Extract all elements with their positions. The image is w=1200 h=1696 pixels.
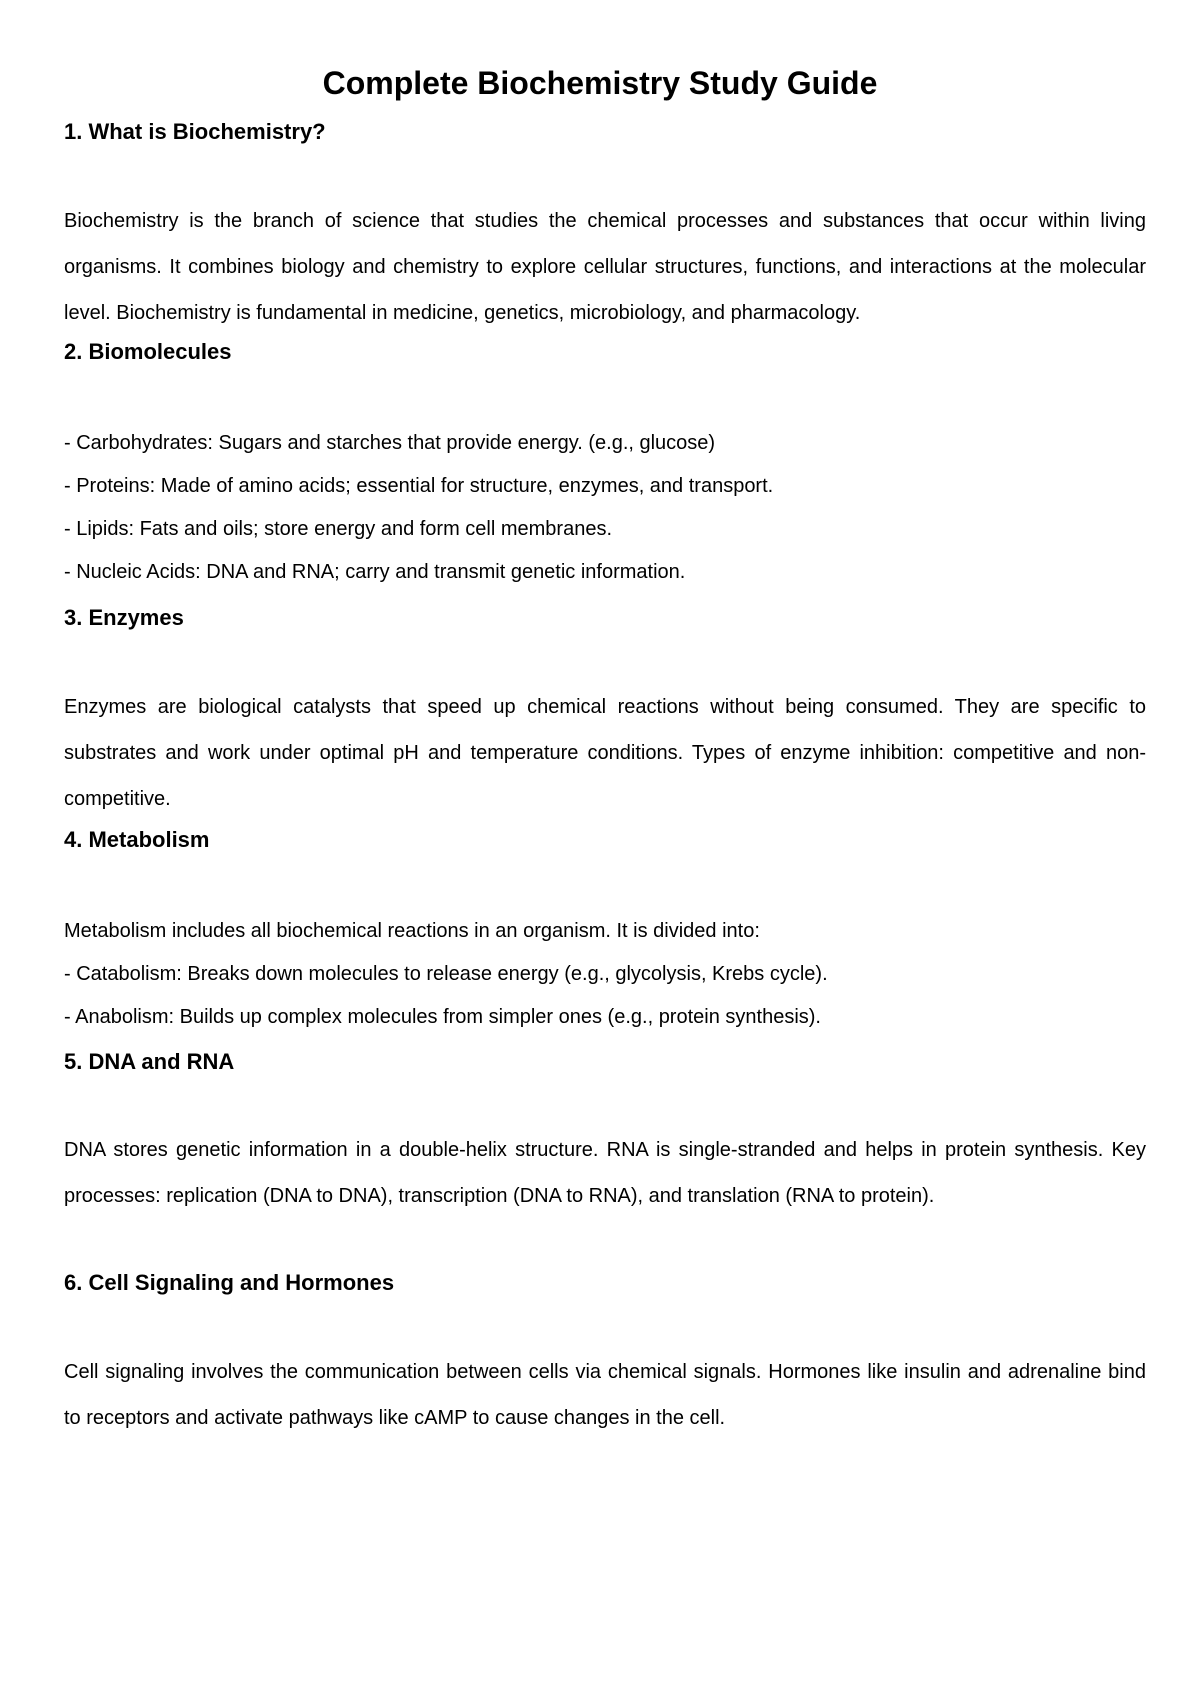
list-item-carbohydrates: - Carbohydrates: Sugars and starches that provide energy. (e.g., glucose) — [64, 432, 716, 454]
section-paragraph-cell-signaling: Cell signaling involves the communication between cells via chemical signals. Hormones like insulin and adrenaline bind to receptors and activate pathways like cAMP to cause changes in the cell. — [64, 1361, 1146, 1429]
list-item-lipids: - Lipids: Fats and oils; store energy and form cell membranes. — [64, 518, 613, 540]
section-heading-enzymes: 3. Enzymes — [64, 605, 184, 630]
section-heading-dna-and-rna: 5. DNA and RNA — [64, 1049, 235, 1074]
section-paragraph-what-is-biochemistry: Biochemistry is the branch of science that studies the chemical processes and substances that occur within living organisms. It combines biology and chemistry to explore cellular structures, functions, and interactions at the molecular level. Biochemistry is fundamental in medicine, genetics, microbiology, and pharmacology. — [64, 210, 1146, 324]
section-heading-metabolism: 4. Metabolism — [64, 827, 210, 852]
list-item-catabolism: - Catabolism: Breaks down molecules to release energy (e.g., glycolysis, Krebs cycle). — [64, 963, 828, 985]
list-item-proteins: - Proteins: Made of amino acids; essential for structure, enzymes, and transport. — [64, 475, 774, 497]
list-item-nucleic-acids: - Nucleic Acids: DNA and RNA; carry and transmit genetic information. — [64, 561, 686, 583]
section-heading-what-is-biochemistry: 1. What is Biochemistry? — [64, 119, 326, 144]
list-item-anabolism: - Anabolism: Builds up complex molecules from simpler ones (e.g., protein synthesis). — [64, 1006, 821, 1028]
section-heading-cell-signaling: 6. Cell Signaling and Hormones — [64, 1270, 395, 1295]
section-heading-biomolecules: 2. Biomolecules — [64, 339, 232, 364]
metabolism-intro-line: Metabolism includes all biochemical reactions in an organism. It is divided into: — [64, 920, 760, 942]
section-paragraph-dna-and-rna: DNA stores genetic information in a double-helix structure. RNA is single-stranded and helps in protein synthesis. Key processes: replication (DNA to DNA), transcription (DNA to RNA), and translation (RNA to protein). — [64, 1139, 1146, 1207]
section-paragraph-enzymes: Enzymes are biological catalysts that speed up chemical reactions without being consumed. They are specific to substrates and work under optimal pH and temperature conditions. Types of enzyme inhibition: competitive and non-competitive. — [64, 696, 1146, 810]
document-title: Complete Biochemistry Study Guide — [322, 65, 878, 101]
